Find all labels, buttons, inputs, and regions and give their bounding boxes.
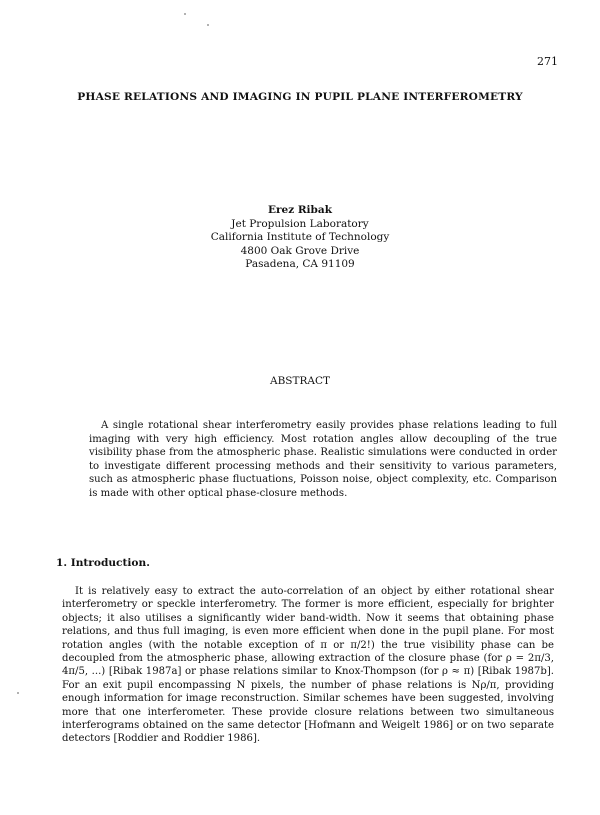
author-block xyxy=(0,204,600,272)
affiliation-line: Pasadena, CA 91109 xyxy=(245,258,355,270)
author-name: Erez Ribak xyxy=(268,204,332,216)
page-number: 271 xyxy=(537,55,558,68)
affiliation-line: 4800 Oak Grove Drive xyxy=(240,244,360,257)
scan-speck-mark xyxy=(207,24,209,26)
affiliation-line: Jet Propulsion Laboratory xyxy=(231,217,369,230)
paper-title: PHASE RELATIONS AND IMAGING IN PUPIL PLANE INTERFEROMETRY xyxy=(77,91,523,103)
section-text: It is relatively easy to extract the auto-correlation of an object by either rotational shear interferometry or speckle interferometry. The former is more efficient, especially for brighter objects; it also utilises a significantly wider band-width. Now it seems that obtaining phase relations, and thus full imaging, is even more efficient when done in the pupil plane. For most rotation angles (with the notable exception of π or π/2!) the true visibility phase can be decoupled from the atmospheric phase, allowing extraction of the closure phase (for ρ = 2π/3, 4π/5, ...) [Ribak 1987a] or phase relations similar to Knox-Thompson (for ρ ≈ π) [Ribak 1987b]. For an exit pupil encompassing N pixels, the number of phase relations is Nρ/π, providing enough information for image reconstruction. Similar schemes have been suggested, involving more that one interferometer. These provide closure relations between two simultaneous interferograms obtained on the same detector [Hofmann and Weigelt 1986] or on two separate detectors [Roddier and Roddier 1986]. xyxy=(62,586,554,745)
affiliation-line: California Institute of Technology xyxy=(210,231,390,243)
scan-speck-mark xyxy=(184,13,186,15)
scan-speck-mark xyxy=(17,692,19,694)
abstract-text: A single rotational shear interferometry easily provides phase relations leading to full imaging with very high efficiency. Most rotation angles allow decoupling of the true visibility phase from the atmospheric phase. Realistic simulations were conducted in order to investigate different processing methods and their sensitivity to various parameters, such as atmospheric phase fluctuations, Poisson noise, object complexity, etc. Comparison is made with other optical phase-closure methods. xyxy=(89,420,557,499)
section-heading: 1. Introduction. xyxy=(56,557,150,569)
abstract-heading: ABSTRACT xyxy=(269,375,331,387)
